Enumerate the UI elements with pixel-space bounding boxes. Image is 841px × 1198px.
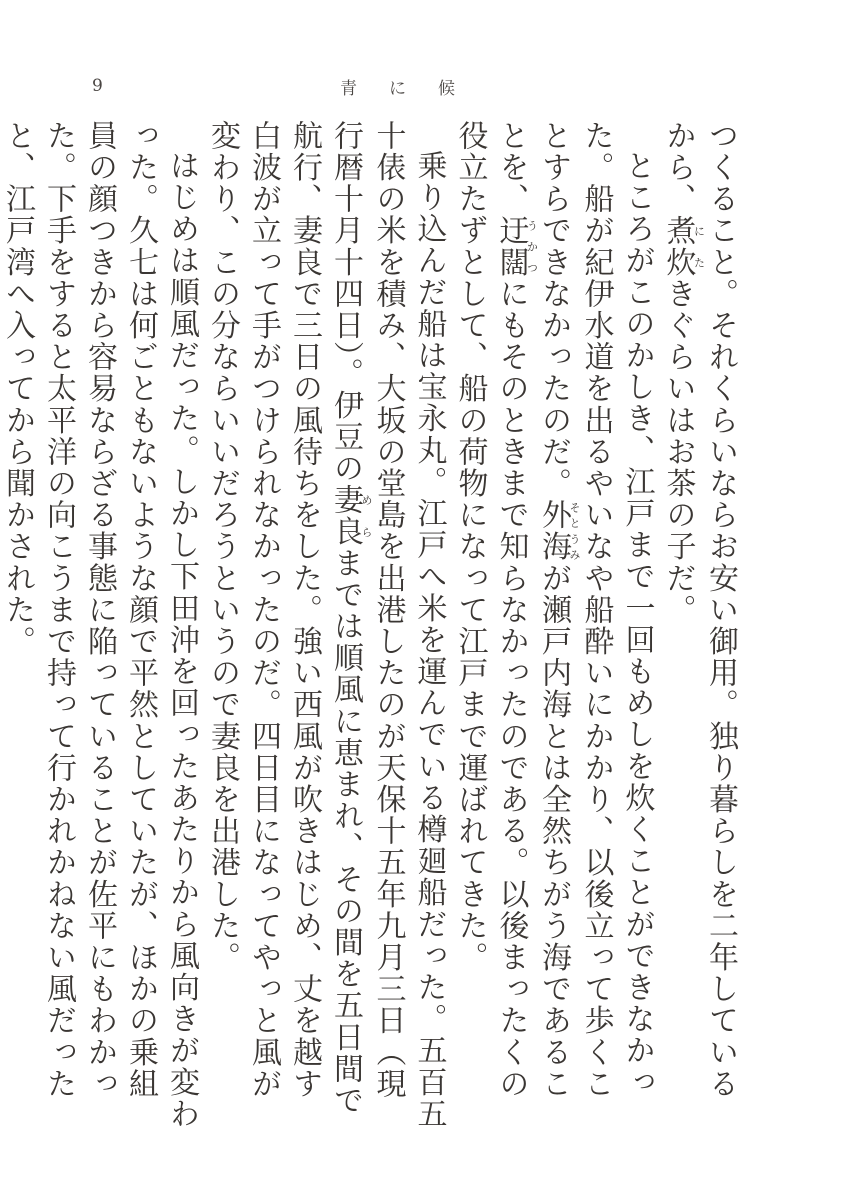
ruby-word xyxy=(660,214,706,279)
text-run: きぐらいはお茶の子だ。 xyxy=(660,278,696,626)
ruby-reading: にた xyxy=(692,214,706,279)
ruby-reading: うかつ xyxy=(525,214,539,279)
ruby-word xyxy=(536,499,581,563)
paragraph xyxy=(202,120,450,1130)
text-run: にもそのときまで知らなかったのである。以後まったくの役立たずとして、船の荷物になって江戸まで運ばれてきた。 xyxy=(452,120,529,1100)
ruby-base: 迂闊 xyxy=(493,214,529,279)
running-head: 青に候 xyxy=(340,79,487,99)
text-run: が瀬戸内海とは全然ちがう海であることを、 xyxy=(493,120,571,1100)
text-run: ところがこのかしき、江戸まで一回もめしを炊くことができなかった。船が紀伊水道を出るやいなや船酔いにかかり、以後立って歩くことすらできなかったのだ。 xyxy=(536,120,655,1100)
page-number: 9 xyxy=(92,76,103,96)
text-run: 乗り込んだ船は宝永丸。江戸へ米を運んでいる樽廻船だった。五百五十俵の米を積み、大坂の堂島を出港したのが天保十五年九月三日（現行暦十月十四日）。伊豆の xyxy=(328,120,447,1130)
body-text xyxy=(0,120,741,1130)
ruby-word xyxy=(493,214,539,279)
ruby-reading: そとうみ xyxy=(568,499,581,563)
paragraph xyxy=(0,120,202,1130)
ruby-base: 外海 xyxy=(536,499,571,563)
ruby-word xyxy=(328,484,373,548)
paragraph xyxy=(658,120,742,1130)
text-run: までは順風に恵まれ、その間を五日間で航行、妻良で三日の風待ちをした。強い西風が吹きはじめ、丈を越す白波が立って手がつけられなかったのだ。四日目になってやっと風が変わり、この分ならいいだろうというので妻良を出港した。 xyxy=(205,120,363,1117)
ruby-base: 煮炊 xyxy=(660,214,696,279)
paragraph xyxy=(450,120,658,1130)
ruby-base: 妻良 xyxy=(328,484,363,548)
text-run: つくること。それくらいならお安い御用。独り暮らしを二年しているから、 xyxy=(660,120,738,1100)
text-run: はじめは順風だった。しかし下田沖を回ったあたりから風向きが変わった。久七は何ごともないような顔で平然としていたが、ほかの乗組員の顔つきから容易ならざる事態に陥っていることが佐平にもわかった。下手をすると太平洋の向こうまで持って行かれかねない風だったと、江戸湾へ入ってから聞かされた。 xyxy=(0,120,199,1130)
ruby-reading: めら xyxy=(360,484,373,548)
